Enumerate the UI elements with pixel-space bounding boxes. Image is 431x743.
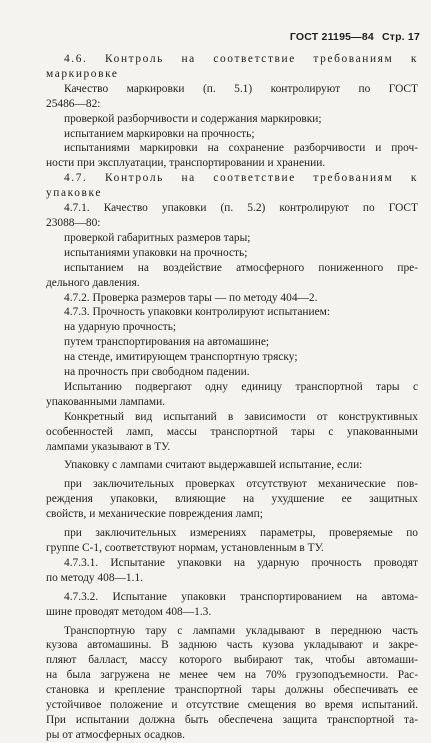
list-item: испытаниями маркировки на сохранение разборчивости и проч- — [64, 142, 418, 155]
section-heading: 4.7. Контроль на соответствие требованиям к — [64, 172, 418, 185]
paragraph-line: 4.7.1. Качество упаковки (п. 5.2) контролируют по ГОСТ — [64, 202, 418, 215]
paragraph-line: особенностей ламп, массы транспортной тары с упакованными — [46, 425, 418, 438]
paragraph-line: лампами указывают в ТУ. — [46, 440, 171, 453]
paragraph-line: Качество маркировки (п. 5.1) контролируют по ГОСТ — [64, 82, 418, 95]
paragraph-line: Испытанию подвергают одну единицу транспортной тары с — [64, 380, 418, 393]
list-item: проверкой разборчивости и содержания маркировки; — [64, 112, 322, 125]
paragraph-line: При испытании должна быть обеспечена защита транспортной та- — [46, 713, 418, 726]
list-item: при заключительных измерениях параметры, проверяемые по — [64, 527, 418, 540]
section-heading-cont: маркировке — [46, 67, 119, 80]
paragraph-line: шине проводят методом 408—1.3. — [46, 605, 212, 618]
paragraph-line: устойчивое положение и отсутствие смещения во время испытаний. — [46, 699, 418, 712]
page-header — [290, 31, 420, 43]
paragraph-line: 4.7.3.1. Испытание упаковки на ударную прочность проводят — [64, 556, 418, 569]
list-item: на ударную прочность; — [64, 321, 177, 334]
paragraph-line: 4.7.2. Проверка размеров тары — по методу 404—2. — [64, 291, 318, 304]
paragraph-line: 4.7.3.2. Испытание упаковки транспортированием на автома- — [64, 590, 418, 603]
list-item-cont: дельного давления. — [46, 276, 140, 289]
list-item: испытанием маркировки на прочность; — [64, 127, 255, 140]
paragraph-line: кузова автомашины. В заднюю часть кузова укладывают и закре- — [46, 639, 418, 652]
paragraph-line: ры от атмосферных осадков. — [46, 728, 186, 741]
list-item-cont: ности при эксплуатации, транспортировании и хранении. — [46, 157, 326, 170]
paragraph-line: 23088—80: — [46, 216, 101, 229]
paragraph-line: Транспортную тару с лампами укладывают в переднюю часть — [64, 624, 418, 637]
paragraph-line: 4.7.3. Прочность упаковки контролируют испытанием: — [64, 306, 331, 319]
list-item: путем транспортирования на автомашине; — [64, 336, 270, 349]
list-item: на стенде, имитирующем транспортную тряску; — [64, 351, 298, 364]
list-item: испытанием на воздействие атмосферного пониженного пре- — [64, 261, 418, 274]
list-item: на прочность при свободном падении. — [64, 366, 250, 379]
list-item-cont: свойств, и механические повреждения ламп; — [46, 508, 263, 521]
paragraph-line: 25486—82: — [46, 97, 101, 110]
page-number: Стр. 17 — [381, 31, 420, 43]
list-item: испытаниями упаковки на прочность; — [64, 246, 248, 259]
section-heading-cont: упаковке — [46, 187, 102, 200]
list-item: при заключительных проверках отсутствуют механические пов- — [64, 478, 418, 491]
paragraph-line: становка и крепление транспортной тары должны обеспечивать ее — [46, 684, 418, 697]
paragraph-line: Упаковку с лампами считают выдержавшей испытание, если: — [64, 459, 363, 472]
paragraph-line: пляют балласт, массу которого выбирают так, чтобы автомаши- — [46, 654, 418, 667]
paragraph-line: по методу 408—1.1. — [46, 571, 143, 584]
paragraph-line: упакованными лампами. — [46, 395, 166, 408]
section-heading: 4.6. Контроль на соответствие требованиям к — [64, 53, 418, 65]
list-item-cont: реждения упаковки, влияющие на ухудшение ее защитных — [46, 493, 418, 506]
list-item: проверкой габаритных размеров тары; — [64, 231, 251, 244]
standard-number: ГОСТ 21195—84 — [289, 31, 374, 43]
paragraph-line: Конкретный вид испытаний в зависимости от конструктивных — [64, 410, 418, 423]
list-item-cont: группе С-1, соответствуют нормам, установленным в ТУ. — [46, 542, 324, 554]
body-text — [46, 52, 418, 743]
paragraph-line: на была загружена не менее чем на 70% грузоподъемности. Рас- — [46, 669, 418, 682]
